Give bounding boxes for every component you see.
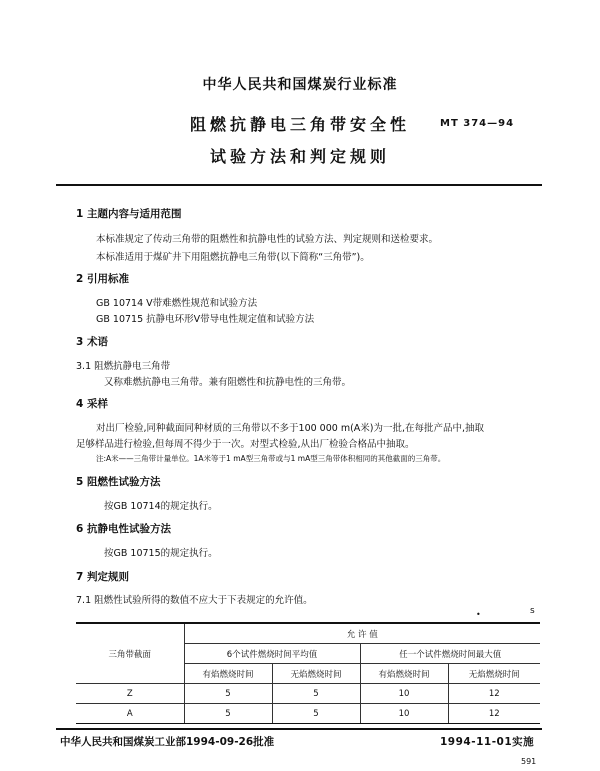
effective-date: 1994-11-01实施 xyxy=(440,736,535,748)
table-row xyxy=(76,684,540,704)
row-header-cell: 三角带截面 xyxy=(76,623,184,684)
section-cell: Z xyxy=(76,684,184,704)
section-4-paragraph-line-2: 足够样品进行检验,但每周不得少于一次。对型式检验,从出厂检验合格品中抽取。 xyxy=(76,439,415,450)
section-4-paragraph-line-1: 对出厂检验,同种截面同种材质的三角带以不多于100 000 m(A米)为一批,在每批产品中,抽取 xyxy=(96,423,485,434)
value-cell: 5 xyxy=(184,684,272,704)
value-cell: 5 xyxy=(184,704,272,724)
table-row xyxy=(76,704,540,724)
approval-line: 中华人民共和国煤炭工业部1994-09-26批准 xyxy=(60,736,275,748)
value-cell: 12 xyxy=(448,704,540,724)
value-cell: 5 xyxy=(272,704,360,724)
header-divider xyxy=(56,184,542,186)
section-2-heading: 2 引用标准 xyxy=(76,273,129,285)
footer-divider xyxy=(56,728,542,730)
section-6-text: 按GB 10715的规定执行。 xyxy=(104,548,218,559)
subsection-3-1-heading: 3.1 阻燃抗静电三角带 xyxy=(76,361,171,372)
title-line-1: 阻燃抗静电三角带安全性 xyxy=(189,115,410,134)
subheader-flame-max: 有焰燃烧时间 xyxy=(360,664,448,684)
section-1-heading: 1 主题内容与适用范围 xyxy=(76,208,182,220)
value-cell: 5 xyxy=(272,684,360,704)
issuing-org: 中华人民共和国煤炭行业标准 xyxy=(202,77,398,93)
section-1-paragraph-1: 本标准规定了传动三角带的阻燃性和抗静电性的试验方法、判定规则和送检要求。 xyxy=(96,234,439,245)
section-6-heading: 6 抗静电性试验方法 xyxy=(76,523,171,535)
table-unit: s xyxy=(530,606,535,616)
subheader-glow-max: 无焰燃烧时间 xyxy=(448,664,540,684)
allowed-value-header: 允 许 值 xyxy=(184,623,540,644)
section-4-note: 注:A米——三角带计量单位。1A米等于1 mA型三角带或与1 mA型三角带体积相同的其他截面的三角带。 xyxy=(96,454,446,463)
section-4-heading: 4 采样 xyxy=(76,398,108,410)
section-5-heading: 5 阻燃性试验方法 xyxy=(76,476,161,488)
subheader-glow-avg: 无焰燃烧时间 xyxy=(272,664,360,684)
section-5-text: 按GB 10714的规定执行。 xyxy=(104,501,218,512)
title-line-2: 试验方法和判定规则 xyxy=(209,147,390,166)
subheader-flame-avg: 有焰燃烧时间 xyxy=(184,664,272,684)
value-cell: 10 xyxy=(360,684,448,704)
value-cell: 10 xyxy=(360,704,448,724)
standard-code: MT 374—94 xyxy=(440,118,515,129)
page-number: 591 xyxy=(521,757,537,766)
section-3-heading: 3 术语 xyxy=(76,336,108,348)
allowable-values-table xyxy=(76,622,540,724)
section-cell: A xyxy=(76,704,184,724)
reference-gb10715: GB 10715 抗静电环形V带导电性规定值和试验方法 xyxy=(96,314,315,325)
dot-mark: • xyxy=(476,610,481,619)
group-average-header: 6个试件燃烧时间平均值 xyxy=(184,644,360,664)
subsection-7-1-text: 7.1 阻燃性试验所得的数值不应大于下表规定的允许值。 xyxy=(76,595,313,606)
section-1-paragraph-2: 本标准适用于煤矿井下用阻燃抗静电三角带(以下简称“三角带”)。 xyxy=(96,252,370,263)
value-cell: 12 xyxy=(448,684,540,704)
reference-gb10714: GB 10714 V带难燃性规范和试验方法 xyxy=(96,298,258,309)
section-7-heading: 7 判定规则 xyxy=(76,571,129,583)
subsection-3-1-text: 又称难燃抗静电三角带。兼有阻燃性和抗静电性的三角带。 xyxy=(104,377,352,388)
group-max-header: 任一个试件燃烧时间最大值 xyxy=(360,644,540,664)
